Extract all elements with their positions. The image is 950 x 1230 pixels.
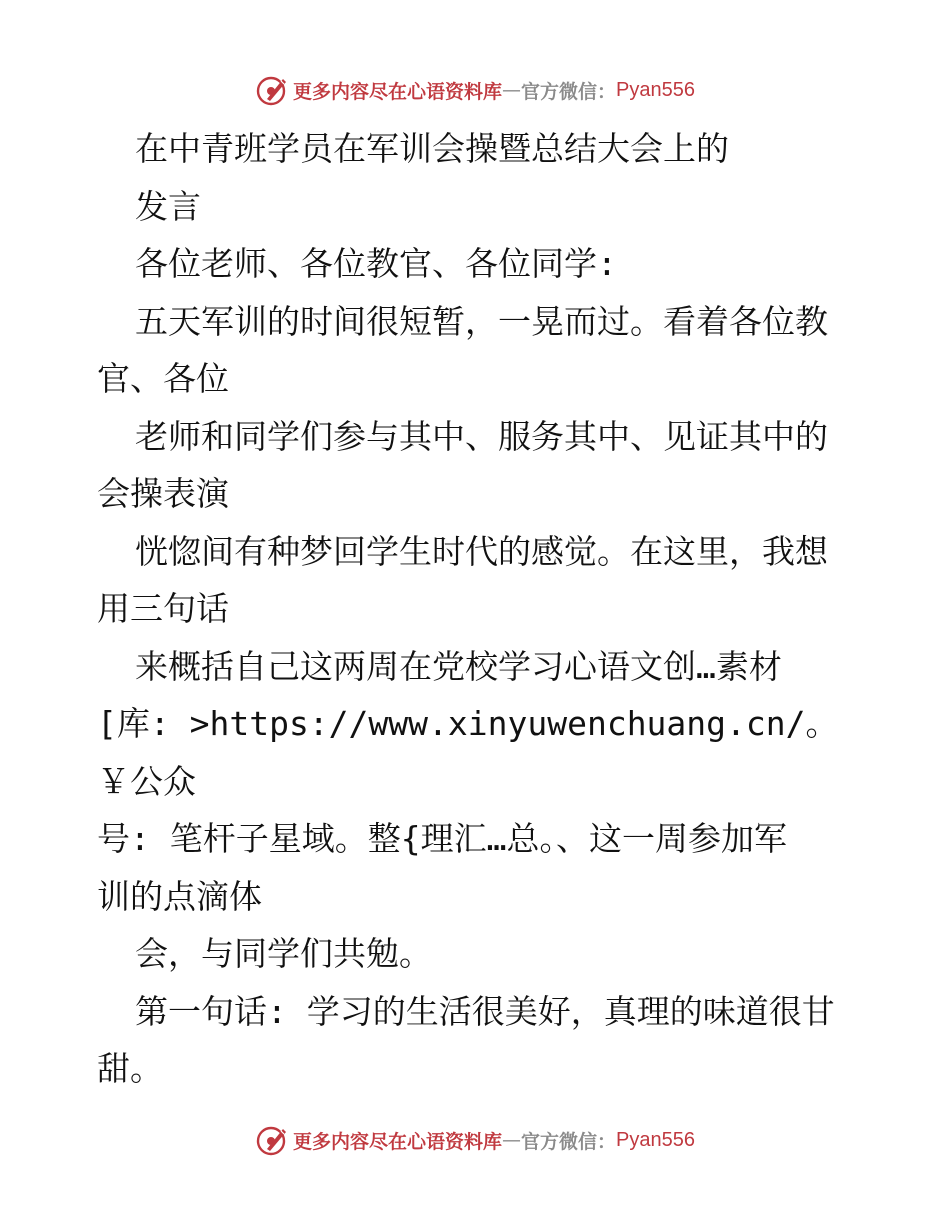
- document-line: 五天军训的时间很短暂，一晃而过。看着各位教: [135, 301, 828, 341]
- document-line: [库: >https://www.xinyuwenchuang.cn/。￥公众: [97, 704, 839, 801]
- document-line: 会操表演: [97, 474, 229, 513]
- document-line: 训的点滴体: [97, 876, 262, 916]
- document-line: 号: 笔杆子星域。整{理汇…总。、这一周参加军: [97, 819, 787, 858]
- pen-nib-circle-icon: [255, 73, 289, 107]
- document-line: 会，与同学们共勉。: [135, 934, 432, 973]
- document-body: [97, 120, 857, 1098]
- document-line: 第一句话: 学习的生活很美好，真理的味道很甘: [135, 991, 835, 1031]
- banner-main-text: 更多内容尽在心语资料库: [293, 80, 503, 103]
- document-line: 老师和同学们参与其中、服务其中、见证其中的: [135, 416, 828, 456]
- banner-separator: —: [502, 79, 522, 101]
- footer-banner: [0, 1120, 950, 1160]
- document-line: 各位老师、各位教官、各位同学:: [135, 244, 617, 283]
- document-line: 官、各位: [97, 359, 229, 398]
- banner-wechat-id: Pyan556: [616, 1128, 695, 1151]
- banner-wechat-id: Pyan556: [616, 78, 695, 101]
- pen-nib-circle-icon: [255, 1123, 289, 1157]
- header-banner: [0, 70, 950, 110]
- banner-official-label: 官方微信：: [521, 1130, 617, 1153]
- banner-official-label: 官方微信：: [521, 80, 617, 103]
- banner-main-text: 更多内容尽在心语资料库: [293, 1130, 503, 1153]
- document-line: 来概括自己这两周在党校学习心语文创…素材: [135, 646, 782, 686]
- document-line: 用三句话: [97, 589, 229, 628]
- document-line: 发言: [135, 186, 201, 226]
- document-line: 甜。: [97, 1049, 163, 1088]
- banner-separator: —: [502, 1129, 522, 1151]
- document-line: 在中青班学员在军训会操暨总结大会上的: [135, 129, 729, 168]
- document-line: 恍惚间有种梦回学生时代的感觉。在这里，我想: [135, 531, 828, 571]
